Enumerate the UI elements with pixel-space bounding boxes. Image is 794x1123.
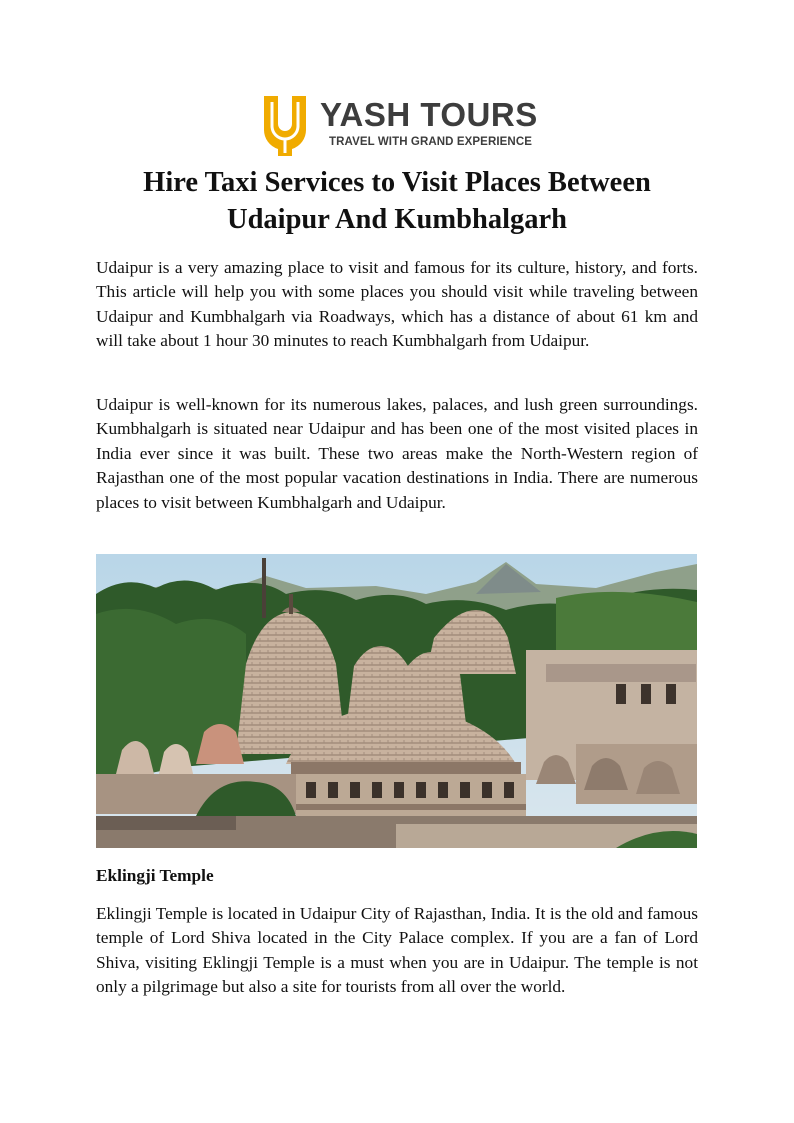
eklingji-temple-photo xyxy=(96,554,697,848)
yash-tours-logo-icon xyxy=(258,94,312,158)
brand-name: YASH TOURS xyxy=(320,96,538,133)
intro-paragraph-2: Udaipur is well-known for its numerous lakes, palaces, and lush green surroundings. Kumbhalgarh is situated near Udaipur and has been one of the most visited places in India ever since it was built. These two areas make the North-Western region of Rajasthan one of the most popular vacation destinations in India. There are numerous places to visit between Kumbhalgarh and Udaipur. xyxy=(96,395,698,512)
brand-logo xyxy=(258,94,538,158)
section-heading: Eklingji Temple xyxy=(96,866,214,885)
page-title: Hire Taxi Services to Visit Places Between Udaipur And Kumbhalgarh xyxy=(143,167,651,235)
brand-tagline: TRAVEL WITH GRAND EXPERIENCE xyxy=(329,136,532,148)
section-body: Eklingji Temple is located in Udaipur City of Rajasthan, India. It is the old and famous temple of Lord Shiva located in the City Palace complex. If you are a fan of Lord Shiva, visiting Eklingji Temple is a must when you are in Udaipur. The temple is not only a pilgrimage but also a site for tourists from all over the world. xyxy=(96,904,698,997)
intro-paragraph-1: Udaipur is a very amazing place to visit and famous for its culture, history, and forts. This article will help you with some places you should visit while traveling between Udaipur and Kumbhalgarh via Roadways, which has a distance of about 61 km and will take about 1 hour 30 minutes to reach Kumbhalgarh from Udaipur. xyxy=(96,258,698,351)
